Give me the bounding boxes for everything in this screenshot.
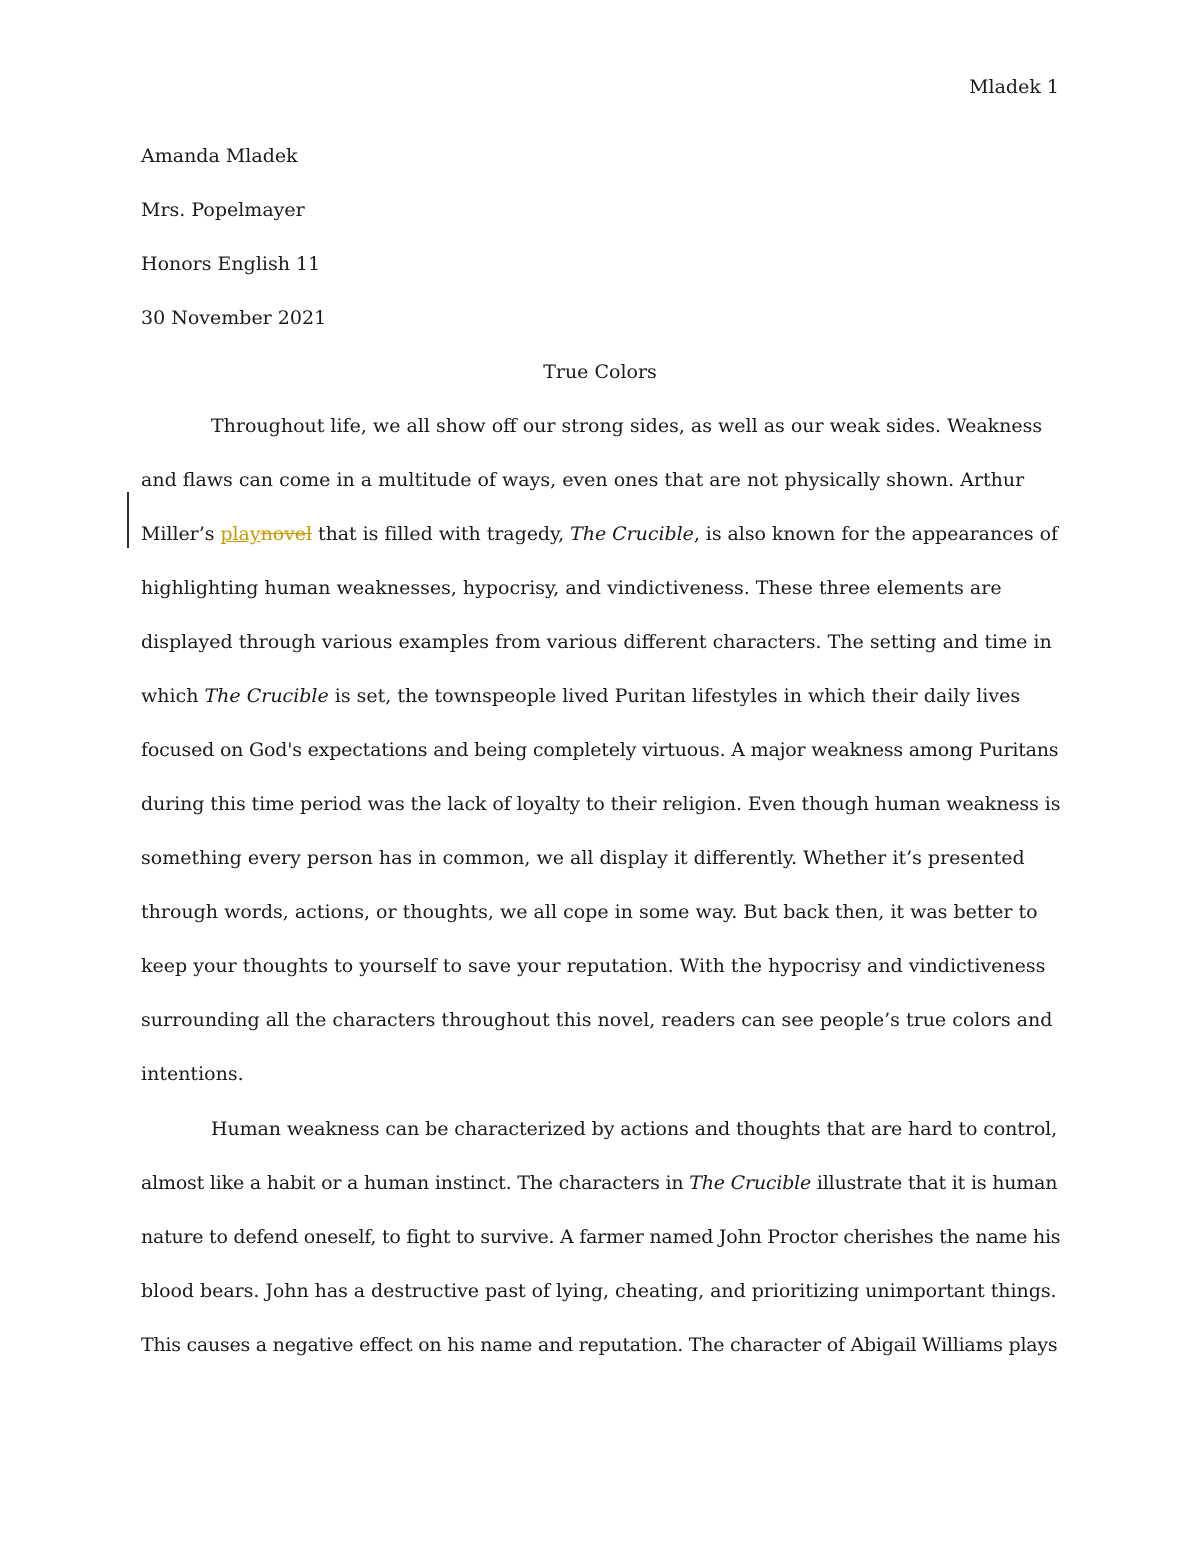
body-line: Human weakness can be characterized by actions and thoughts that are hard to control, (211, 1118, 1058, 1140)
text-run: , is also known for the appearances of (693, 523, 1058, 545)
body-line: nature to defend oneself, to fight to survive. A farmer named John Proctor cherishes the name his (141, 1226, 1061, 1248)
text-run: Miller’s (141, 523, 221, 545)
book-title: The Crucible (689, 1172, 812, 1194)
course-name: Honors English 11 (141, 253, 321, 275)
body-line: through words, actions, or thoughts, we all cope in some way. But back then, it was better to (141, 901, 1038, 923)
body-line: surrounding all the characters throughout this novel, readers can see people’s true colors and (141, 1009, 1053, 1031)
author-name: Amanda Mladek (141, 145, 298, 167)
tracked-insertion[interactable]: play (220, 523, 261, 545)
text-run: which (141, 685, 205, 707)
paper-title: True Colors (543, 361, 657, 383)
body-line: and flaws can come in a multitude of ways, even ones that are not physically shown. Arthur (141, 469, 1025, 491)
change-bar (127, 492, 129, 548)
body-line: during this time period was the lack of loyalty to their religion. Even though human weakness is (141, 793, 1061, 815)
body-line (141, 681, 1020, 711)
tracked-deletion[interactable]: novel (260, 523, 312, 545)
body-line: highlighting human weaknesses, hypocrisy, and vindictiveness. These three elements are (141, 577, 1002, 599)
body-line: keep your thoughts to yourself to save your reputation. With the hypocrisy and vindictiveness (141, 955, 1046, 977)
book-title: The Crucible (204, 685, 329, 707)
text-run: almost like a habit or a human instinct. The characters in (141, 1172, 690, 1194)
body-line: displayed through various examples from various different characters. The setting and time in (141, 631, 1052, 653)
body-line: focused on God's expectations and being completely virtuous. A major weakness among Puritans (141, 739, 1059, 761)
body-line (141, 1168, 1057, 1198)
body-line: This causes a negative effect on his name and reputation. The character of Abigail Williams plays (141, 1334, 1058, 1356)
teacher-name: Mrs. Popelmayer (141, 199, 305, 221)
text-run: that is filled with tragedy, (312, 523, 571, 545)
paper-date: 30 November 2021 (141, 307, 327, 329)
body-line: Throughout life, we all show off our strong sides, as well as our weak sides. Weakness (211, 415, 1043, 437)
body-line (141, 519, 1058, 549)
book-title: The Crucible (570, 523, 694, 545)
body-line: something every person has in common, we all display it differently. Whether it’s presented (141, 847, 1025, 869)
body-line: intentions. (141, 1063, 244, 1085)
running-header: Mladek 1 (969, 76, 1059, 98)
body-line: blood bears. John has a destructive past of lying, cheating, and prioritizing unimportant things. (141, 1280, 1057, 1302)
text-run: illustrate that it is human (811, 1172, 1058, 1194)
text-run: is set, the townspeople lived Puritan lifestyles in which their daily lives (328, 685, 1021, 707)
